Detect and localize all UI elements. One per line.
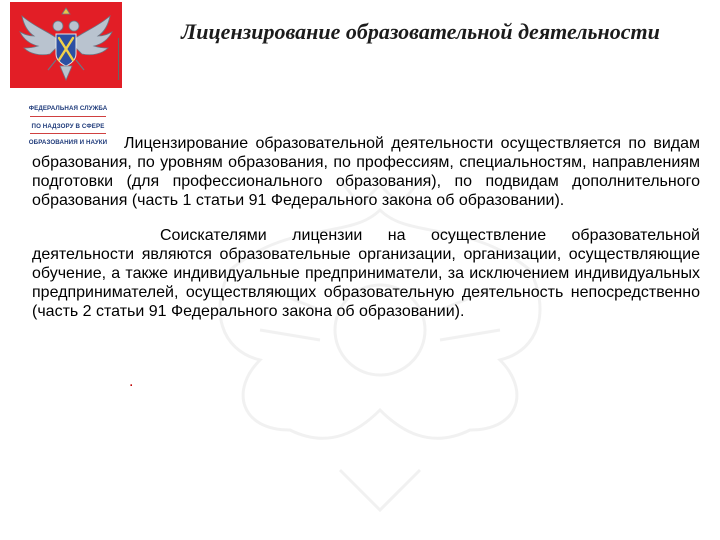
- eagle-emblem-icon: [10, 2, 122, 88]
- organization-logo: [0, 0, 120, 153]
- divider: [30, 116, 106, 117]
- paragraph-licensing-scope: Лицензирование образовательной деятельности осуществляется по видам образования, по уровням образования, по профессиям, специальностям, направлениям подготовки (для профессионального образования), по подвидам дополнительного образования (часть 1 статьи 91 Федерального закона об образовании).: [32, 135, 700, 209]
- page-title: Лицензирование образовательной деятельности: [181, 19, 660, 44]
- emblem-block: [10, 2, 122, 88]
- org-name-line-2: ПО НАДЗОРУ В СФЕРЕ: [31, 123, 105, 130]
- org-name-line-3: ОБРАЗОВАНИЯ И НАУКИ: [28, 139, 108, 146]
- trailing-mark: .: [129, 373, 134, 390]
- vertical-divider: [118, 38, 119, 80]
- org-name-line-1: ФЕДЕРАЛЬНАЯ СЛУЖБА: [28, 105, 108, 112]
- paragraph-license-applicants: Соискателями лицензии на осуществление образовательной деятельности являются образовательные организации, организации, осуществляющие обучение, а также индивидуальные предприниматели, за исключением индивидуальных предпринимателей, осуществляющих образовательную деятельность непосредственно (часть 2 статьи 91 Федерального закона об образовании).: [32, 227, 700, 320]
